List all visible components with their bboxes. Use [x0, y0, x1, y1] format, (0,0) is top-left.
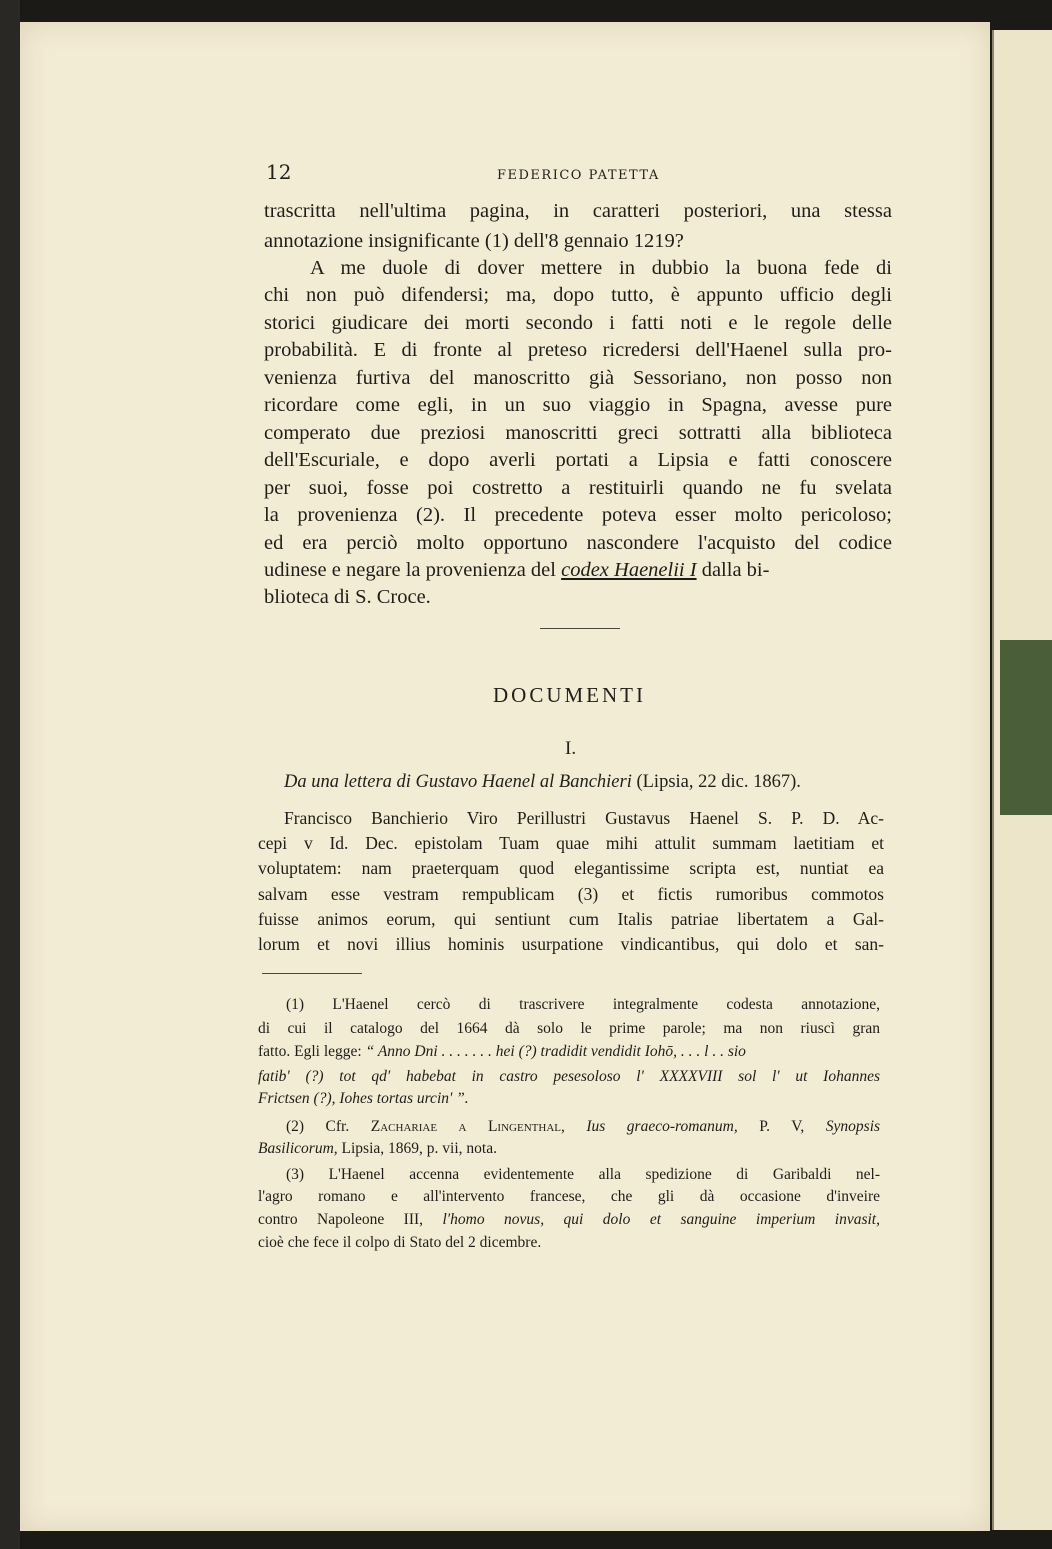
latin-line: lorum et novi illius hominis usurpatione vindicantibus, qui dolo et san-: [258, 934, 884, 954]
footnote-line: [258, 1140, 880, 1158]
footnote-quote: fatib' (?) tot qd' habebat in castro pesesoloso l' XXXXVIII sol l' ut Iohannes: [258, 1068, 880, 1085]
footnote-text: Lipsia, 1869, p. vii, nota.: [341, 1140, 497, 1157]
latin-line: voluptatem: nam praeterquam quod elegantissime scripta est, nuntiat ea: [258, 858, 884, 878]
footnote-line: l'agro romano e all'intervento francese, che gli dà occasione d'inveire: [258, 1188, 880, 1205]
latin-line: cepi v Id. Dec. epistolam Tuam quae mihi attulit summam laetitiam et: [258, 833, 884, 853]
latin-line: Francisco Banchierio Viro Perillustri Gustavus Haenel S. P. D. Ac-: [284, 808, 884, 828]
section-divider: [540, 628, 620, 629]
body-line: dell'Escuriale, e dopo averli portati a Lipsia e fatti conoscere: [264, 449, 892, 471]
latin-line: salvam esse vestram rempublicam (3) et fictis rumoribus commotos: [258, 884, 884, 904]
footnote-divider: [262, 973, 362, 974]
footnote-text: (2) Cfr.: [286, 1118, 350, 1135]
footnote-text: P. V,: [759, 1118, 805, 1135]
body-line: blioteca di S. Croce.: [264, 586, 431, 608]
body-line: ricordare come egli, in un suo viaggio in Spagna, avesse pure: [264, 394, 892, 416]
body-line-text: udinese e negare la provenienza del: [264, 559, 556, 581]
footnote-line: (1) L'Haenel cercò di trascrivere integralmente codesta annotazione,: [286, 996, 880, 1013]
footnote-line: [258, 1068, 880, 1086]
footnote-line: di cui il catalogo del 1664 dà solo le prime parole; ma non riuscì gran: [258, 1020, 880, 1037]
scan-left-edge: [0, 0, 20, 1549]
footnote-quote: Frictsen (?), Iohes tortas urcin' ”.: [258, 1090, 469, 1107]
codex-reference: codex Haenelii I: [561, 559, 697, 581]
body-line: comperato due preziosi manoscritti greci sottratti alla biblioteca: [264, 422, 892, 444]
footnote-title: Synopsis: [825, 1118, 881, 1135]
body-line: la provenienza (2). Il precedente poteva esser molto pericoloso;: [264, 504, 892, 526]
latin-line: fuisse animos eorum, qui sentiunt cum Italis patriae libertatem a Gal-: [258, 909, 884, 929]
body-line: ed era perciò molto opportuno nascondere l'acquisto del codice: [264, 532, 892, 554]
running-title: FEDERICO PATETTA: [497, 168, 660, 183]
body-line: per suoi, fosse poi costretto a restituirli quando ne fu svelata: [264, 477, 892, 499]
section-number: I.: [565, 738, 577, 759]
footnote-line: [258, 1090, 880, 1108]
footnote-text: contro Napoleone III,: [258, 1211, 424, 1228]
footnote-title: Ius graeco-romanum,: [586, 1118, 738, 1135]
body-line: storici giudicare dei morti secondo i fatti noti e le regole delle: [264, 312, 892, 334]
footnote-text: fatto. Egli legge:: [258, 1043, 362, 1060]
page-number: 12: [266, 160, 292, 184]
body-line: [264, 559, 892, 582]
body-line: trascritta nell'ultima pagina, in caratteri posteriori, una stessa: [264, 200, 892, 222]
body-line: A me duole di dover mettere in dubbio la buona fede di: [310, 257, 892, 279]
footnote-line: cioè che fece il colpo di Stato del 2 dicembre.: [258, 1234, 542, 1251]
footnote-line: (3) L'Haenel accenna evidentemente alla spedizione di Garibaldi nel-: [286, 1166, 880, 1183]
subtitle-date: (Lipsia, 22 dic. 1867).: [636, 772, 801, 792]
subtitle-italic: Da una lettera di Gustavo Haenel al Banchieri: [284, 772, 632, 792]
section-subtitle: [284, 772, 801, 793]
footnote-line: [258, 1211, 880, 1229]
section-title: DOCUMENTI: [493, 683, 646, 707]
footnote-line: [258, 1043, 880, 1061]
footnote-quote: l'homo novus, qui dolo et sanguine imperium invasit,: [442, 1211, 880, 1228]
body-line: venienza furtiva del manoscritto già Sessoriano, non posso non: [264, 367, 892, 389]
body-line: probabilità. E di fronte al preteso ricredersi dell'Haenel sulla pro-: [264, 339, 892, 361]
body-line: annotazione insignificante (1) dell'8 gennaio 1219?: [264, 230, 684, 252]
footnote-author: Zachariae a Lingenthal,: [370, 1118, 565, 1135]
footnote-title: Basilicorum,: [258, 1140, 338, 1157]
footnote-line: [286, 1118, 880, 1136]
footnote-quote: “ Anno Dni . . . . . . . hei (?) tradidit vendidit Iohō, . . . l . . sio: [365, 1043, 746, 1060]
body-line: chi non può difendersi; ma, dopo tutto, è appunto ufficio degli: [264, 284, 892, 306]
body-line-text: dalla bi-: [701, 559, 770, 581]
page-marker-tab: [1000, 640, 1052, 815]
